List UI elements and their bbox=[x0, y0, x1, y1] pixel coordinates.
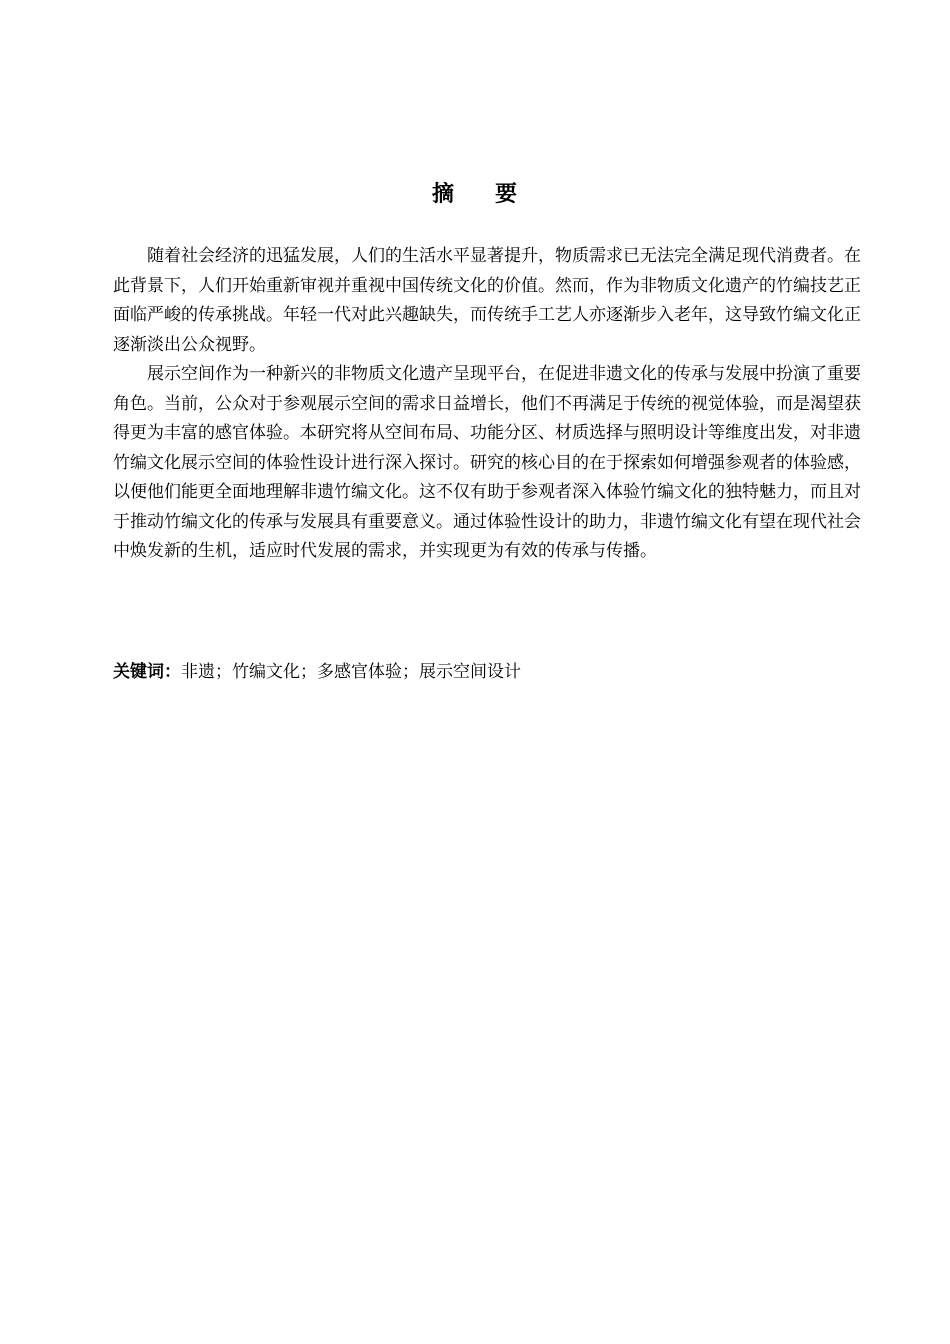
abstract-title-char-2: 要 bbox=[495, 182, 519, 207]
keywords-label: 关键词： bbox=[113, 662, 181, 682]
keywords-value: 非遗；竹编文化；多感官体验；展示空间设计 bbox=[181, 662, 521, 682]
keywords-line bbox=[113, 658, 861, 688]
abstract-title-char-1: 摘 bbox=[431, 182, 455, 207]
abstract-paragraph-2: 展示空间作为一种新兴的非物质文化遗产呈现平台，在促进非遗文化的传承与发展中扮演了重要角色。当前，公众对于参观展示空间的需求日益增长，他们不再满足于传统的视觉体验，而是渴望获得更为丰富的感官体验。本研究将从空间布局、功能分区、材质选择与照明设计等维度出发，对非遗竹编文化展示空间的体验性设计进行深入探讨。研究的核心目的在于探索如何增强参观者的体验感，以便他们能更全面地理解非遗竹编文化。这不仅有助于参观者深入体验竹编文化的独特魅力，而且对于推动竹编文化的传承与发展具有重要意义。通过体验性设计的助力，非遗竹编文化有望在现代社会中焕发新的生机，适应时代发展的需求，并实现更为有效的传承与传播。 bbox=[113, 364, 861, 561]
abstract-paragraph-1: 随着社会经济的迅猛发展，人们的生活水平显著提升，物质需求已无法完全满足现代消费者。在此背景下，人们开始重新审视并重视中国传统文化的价值。然而，作为非物质文化遗产的竹编技艺正面临严峻的传承挑战。年轻一代对此兴趣缺失，而传统手工艺人亦逐渐步入老年，这导致竹编文化正逐渐淡出公众视野。 bbox=[113, 246, 861, 355]
abstract-title bbox=[0, 180, 950, 210]
abstract-body bbox=[113, 242, 861, 567]
